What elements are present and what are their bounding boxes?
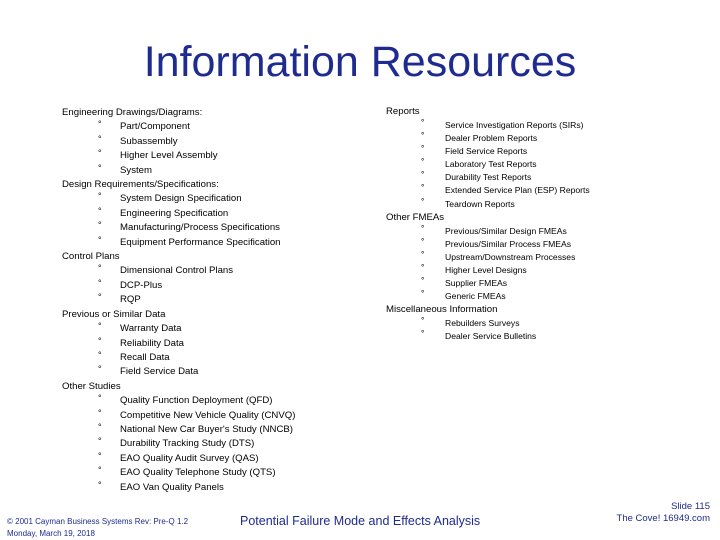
list-item-label: Rebuilders Surveys [445,318,520,329]
right-column [386,105,706,343]
bullet-icon: ° [98,162,102,173]
bullet-icon: ° [98,407,102,418]
bullet-icon: ° [98,292,102,303]
bullet-icon: ° [98,263,102,274]
list-item-label: Recall Data [120,351,170,363]
bullet-icon: ° [98,349,102,360]
bullet-icon: ° [98,191,102,202]
list-item-label: Equipment Performance Specification [120,236,281,248]
list-item [62,452,362,466]
list-item-label: National New Car Buyer's Study (NNCB) [120,423,293,435]
bullet-icon: ° [421,169,425,180]
list-item [62,293,362,307]
list-item-label: Engineering Specification [120,207,229,219]
bullet-icon: ° [98,119,102,130]
bullet-icon: ° [421,143,425,154]
slide-number: Slide 115 [671,501,710,512]
bullet-icon: ° [421,195,425,206]
list-item [62,466,362,480]
section-heading: Control Plans [62,251,120,263]
list-item [386,222,706,238]
bullet-icon: ° [98,321,102,332]
list-item-label: Subassembly [120,135,178,147]
list-item [62,394,362,408]
list-item [62,437,362,451]
left-column [62,106,362,495]
list-item [62,279,362,293]
list-item [386,195,706,211]
list-item-label: Extended Service Plan (ESP) Reports [445,185,590,196]
list-item [62,365,362,379]
bullet-icon: ° [98,335,102,346]
list-item-label: Upstream/Downstream Processes [445,251,576,262]
bullet-icon: ° [98,148,102,159]
bullet-icon: ° [98,421,102,432]
list-item-label: Durability Tracking Study (DTS) [120,438,255,450]
list-item [62,481,362,495]
bullet-icon: ° [421,182,425,193]
list-item [386,119,706,132]
list-item [62,192,362,206]
bullet-icon: ° [421,288,425,299]
list-item-label: Laboratory Test Reports [445,159,537,170]
list-item [62,135,362,149]
list-item-label: Dealer Problem Reports [445,133,538,144]
list-item-label: Warranty Data [120,323,182,335]
list-item-label: Generic FMEAs [445,291,506,302]
bullet-icon: ° [98,364,102,375]
footer-center-title: Potential Failure Mode and Effects Analysis [240,514,481,528]
list-item-label: Previous/Similar Process FMEAs [445,238,572,249]
list-item [386,171,706,184]
list-item-label: Service Investigation Reports (SIRs) [445,120,584,130]
bullet-icon: ° [421,261,425,272]
list-item-label: System [120,164,152,176]
list-item [62,207,362,221]
list-item-label: Teardown Reports [445,198,515,209]
list-item-label: Previous/Similar Design FMEAs [445,225,567,236]
list-item [386,248,706,264]
list-item [386,290,706,303]
bullet-icon: ° [98,234,102,245]
bullet-icon: ° [421,328,425,339]
section-heading: Engineering Drawings/Diagrams: [62,107,203,118]
bullet-icon: ° [98,465,102,476]
section-heading: Miscellaneous Information [386,304,498,316]
bullet-icon: ° [98,450,102,461]
list-item [386,330,706,343]
list-item [386,132,706,145]
section-heading: Other FMEAs [386,211,445,223]
footer-copyright: © 2001 Cayman Business Systems Rev: Pre-Q 1.2 [7,517,189,526]
list-item-label: Dimensional Control Plans [120,265,234,277]
list-item [62,409,362,423]
list-item-label: Manufacturing/Process Specifications [120,222,280,234]
footer-date: Monday, March 19, 2018 [7,529,95,538]
list-item [386,184,706,197]
bullet-icon: ° [98,277,102,288]
footer-left [7,516,188,540]
bullet-icon: ° [421,235,425,246]
list-item-label: Dealer Service Bulletins [445,331,537,342]
section-heading: Reports [386,106,420,117]
list-item [62,423,362,437]
bullet-icon: ° [421,117,425,127]
list-item [62,337,362,351]
list-item-label: Part/Component [120,121,190,133]
list-item [62,322,362,336]
list-item [386,317,706,330]
list-item-label: Higher Level Designs [445,264,527,275]
list-item-label: RQP [120,294,141,306]
list-item-label: Supplier FMEAs [445,278,508,289]
list-item [62,221,362,235]
bullet-icon: ° [98,436,102,447]
section-heading: Other Studies [62,380,121,392]
list-item-label: Competitive New Vehicle Quality (CNVQ) [120,409,296,421]
list-item-label: DCP-Plus [120,279,163,291]
list-item [62,351,362,365]
list-item-label: Reliability Data [120,337,184,349]
list-item [62,120,362,134]
bullet-icon: ° [98,133,102,144]
list-item-label: EAO Quality Audit Survey (QAS) [120,452,259,464]
list-item [386,145,706,158]
slide-title: Information Resources [143,38,577,86]
bullet-icon: ° [98,393,102,404]
section-heading: Design Requirements/Specifications: [62,179,219,191]
list-item-label: Higher Level Assembly [120,150,218,162]
list-item [62,264,362,278]
bullet-icon: ° [421,130,425,141]
list-item [62,236,362,250]
bullet-icon: ° [98,479,102,490]
list-item-label: Field Service Data [120,366,199,378]
bullet-icon: ° [98,220,102,231]
list-item [62,149,362,163]
list-item [62,164,362,178]
bullet-icon: ° [421,222,425,233]
list-item [386,158,706,171]
bullet-icon: ° [421,248,425,259]
footer-site: The Cove! 16949.com [616,513,710,524]
bullet-icon: ° [421,315,425,326]
list-item-label: Field Service Reports [445,146,528,157]
list-item-label: System Design Specification [120,193,242,205]
list-item-label: Quality Function Deployment (QFD) [120,395,273,407]
bullet-icon: ° [98,205,102,216]
list-item [386,261,706,277]
list-item-label: EAO Quality Telephone Study (QTS) [120,467,276,479]
list-item [386,235,706,251]
bullet-icon: ° [421,156,425,167]
list-item [386,277,706,290]
footer-right [617,501,710,525]
bullet-icon: ° [421,275,425,286]
list-item-label: EAO Van Quality Panels [120,481,224,493]
list-item-label: Durability Test Reports [445,172,532,183]
section-heading: Previous or Similar Data [62,308,166,320]
